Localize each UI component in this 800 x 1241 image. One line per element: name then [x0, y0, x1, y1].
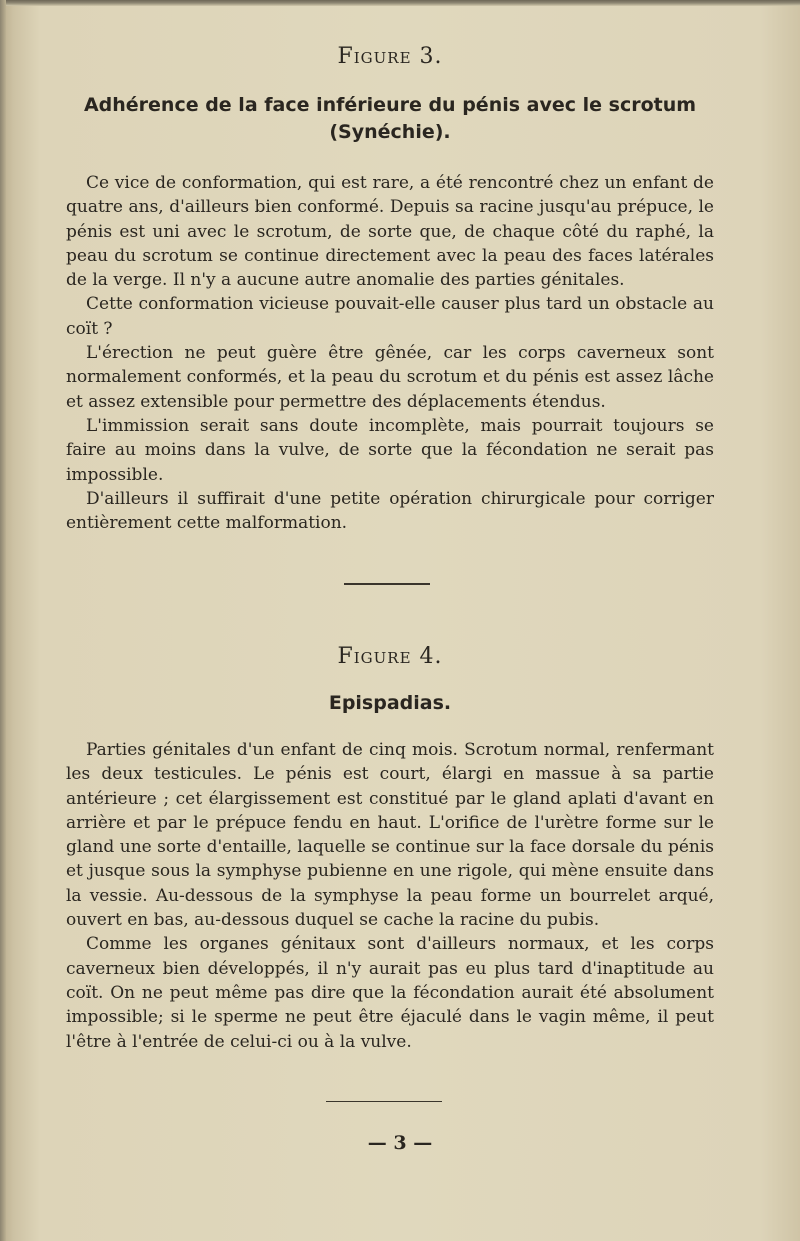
figure-4-section — [66, 644, 714, 669]
figure-4-title: Epispadias. — [328, 692, 452, 714]
paragraph: L'érection ne peut guère être gênée, car les corps caverneux sont normalement conformés, et la peau du scrotum et du pénis est assez lâche et assez extensible pour permettre des déplacements étendus. — [66, 343, 714, 412]
paragraph: Comme les organes génitaux sont d'ailleurs normaux, et les corps caverneux bien développés, il n'y aurait pas eu plus tard d'inaptitude au coït. On ne peut même pas dire que la fécondation aurait été absolument impossible; si le sperme ne peut être éjaculé dans le vagin même, il peut l'être à l'entrée de celui-ci ou à la vulve. — [66, 934, 714, 1052]
page-number: — 3 — — [367, 1132, 433, 1154]
figure-3-title — [66, 92, 714, 146]
figure-4-body — [66, 738, 714, 1054]
paragraph: Parties génitales d'un enfant de cinq mois. Scrotum normal, renfermant les deux testicules. Le pénis est court, élargi en massue à sa partie antérieure ; cet élargissement est constitué par le gland aplati d'avant en arrière et par le prépuce fendu en haut. L'orifice de l'urètre forme sur le gland une sorte d'entaille, laquelle se continue sur la face dorsale du pénis et jusque sous la symphyse pubienne en une rigole, qui mène ensuite dans la vessie. Au-dessous de la symphyse la peau forme un bourrelet arqué, ouvert en bas, au-dessous duquel se cache la racine du pubis. — [66, 740, 714, 931]
figure-3-title-line-1: Adhérence de la face inférieure du pénis avec le scrotum — [83, 94, 697, 116]
paragraph: D'ailleurs il suffirait d'une petite opération chirurgicale pour corriger entièrement cette malformation. — [66, 488, 714, 534]
page-top-edge — [0, 0, 800, 6]
figure-3-title-line-2: (Synéchie). — [329, 121, 451, 143]
figure-3-label: Figure 3. — [337, 44, 443, 69]
section-divider — [326, 1101, 442, 1102]
section-divider — [344, 583, 430, 585]
figure-4-title-block — [66, 690, 714, 717]
paragraph: L'immission serait sans doute incomplète, mais pourrait toujours se faire au moins dans la vulve, de sorte que la fécondation ne serait pas impossible. — [66, 415, 714, 485]
paragraph: Ce vice de conformation, qui est rare, a été rencontré chez un enfant de quatre ans, d'ailleurs bien conformé. Depuis sa racine jusqu'au prépuce, le pénis est uni avec le scrotum, de sorte que, de chaque côté du raphé, la peau du scrotum se continue directement avec la peau des faces latérales de la verge. Il n'y a aucune autre anomalie des parties génitales. — [66, 173, 714, 291]
paragraph: Cette conformation vicieuse pouvait-elle causer plus tard un obstacle au coït ? — [66, 294, 714, 339]
figure-3-body — [66, 171, 714, 535]
figure-4-label: Figure 4. — [337, 644, 443, 669]
figure-3-section — [66, 44, 714, 69]
page-binding-edge — [0, 0, 6, 1241]
